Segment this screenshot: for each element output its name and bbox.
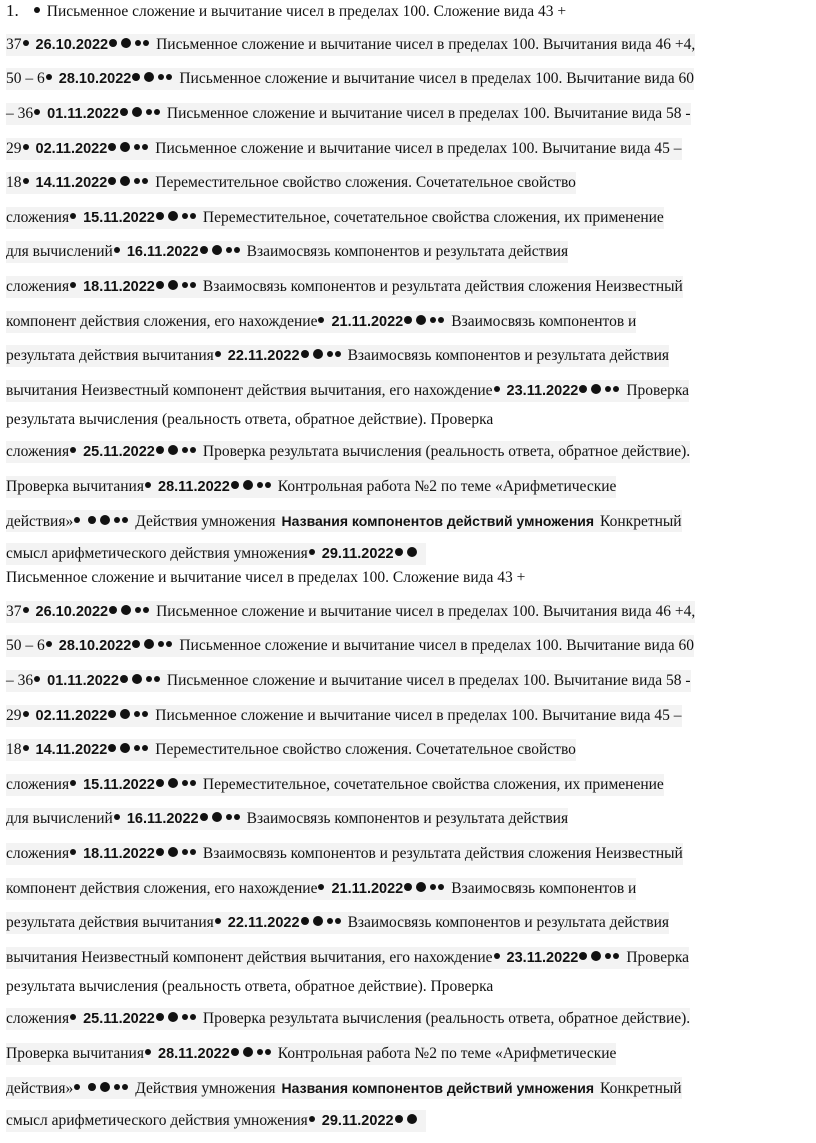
bullet-dot-icon bbox=[591, 951, 601, 961]
lesson-text: Переместительное свойство сложения. Сочетательное свойство bbox=[155, 174, 576, 191]
schedule-line bbox=[6, 705, 682, 727]
lesson-date: 14.11.2022 bbox=[35, 175, 108, 191]
lesson-date: 28.10.2022 bbox=[58, 638, 132, 654]
schedule-line bbox=[6, 311, 636, 333]
bullet-dot-icon bbox=[190, 780, 196, 786]
schedule-line bbox=[6, 878, 636, 900]
lesson-text-lead: сложения bbox=[6, 845, 70, 862]
lesson-text-lead: сложения bbox=[6, 278, 70, 295]
bullet-dot-icon bbox=[132, 107, 142, 117]
bullet-dot-icon bbox=[46, 74, 52, 80]
bullet-dot-icon bbox=[122, 1084, 128, 1090]
bullet-dot-icon bbox=[23, 144, 29, 150]
bullet-dot-icon bbox=[313, 349, 323, 359]
bullet-dot-icon bbox=[142, 144, 148, 150]
lesson-text: Письменное сложение и вычитание чисел в пределах 100. Вычитание вида 60 bbox=[179, 70, 694, 87]
bullet-dot-icon bbox=[190, 213, 196, 219]
bullet-dot-icon bbox=[265, 482, 271, 488]
bullet-dot-icon bbox=[108, 744, 116, 752]
schedule-line bbox=[6, 635, 694, 657]
schedule-line bbox=[6, 138, 682, 160]
bullet-dot-icon bbox=[156, 281, 164, 289]
lesson-text-lead: – 36 bbox=[6, 105, 34, 122]
bullet-dot-icon bbox=[132, 73, 140, 81]
bullet-dot-icon bbox=[190, 849, 196, 855]
bullet-dot-icon bbox=[190, 447, 196, 453]
bullet-dot-icon bbox=[135, 607, 141, 613]
lesson-text: Письменное сложение и вычитание чисел в пределах 100. Вычитания вида 46 +4, bbox=[156, 603, 696, 620]
lesson-text-lead: компонент действия сложения, его нахождение bbox=[6, 313, 318, 330]
bullet-dot-icon bbox=[120, 108, 128, 116]
lesson-date: 21.11.2022 bbox=[331, 314, 404, 330]
bullet-dot-icon bbox=[309, 1116, 315, 1122]
bullet-dot-icon bbox=[108, 143, 116, 151]
lesson-text-lead: сложения bbox=[6, 776, 70, 793]
bullet-dot-icon bbox=[395, 1115, 403, 1123]
lesson-text: Письменное сложение и вычитание чисел в пределах 100. Вычитание вида 45 – bbox=[155, 707, 682, 724]
lesson-text-lead: вычитания Неизвестный компонент действия вычитания, его нахождение bbox=[6, 949, 493, 966]
bullet-dot-icon bbox=[168, 1012, 178, 1022]
bullet-dot-icon bbox=[234, 247, 240, 253]
lesson-text-tail: Конкретный bbox=[600, 513, 682, 530]
bullet-dot-icon bbox=[100, 515, 110, 525]
lesson-text: Взаимосвязь компонентов и результата действия bbox=[347, 347, 670, 364]
bullet-dot-icon bbox=[416, 315, 426, 325]
bullet-dot-icon bbox=[166, 641, 172, 647]
bullet-dot-icon bbox=[70, 780, 76, 786]
bullet-dot-icon bbox=[108, 710, 116, 718]
bullet-dot-icon bbox=[231, 481, 239, 489]
lesson-date: 15.11.2022 bbox=[83, 210, 155, 226]
bullet-dot-icon bbox=[182, 1014, 188, 1020]
lesson-text-lead: 18 bbox=[6, 174, 22, 191]
schedule-line bbox=[6, 670, 691, 692]
bullet-dot-icon bbox=[70, 213, 76, 219]
lesson-text: Письменное сложение и вычитание чисел в пределах 100. Вычитания вида 46 +4, bbox=[156, 36, 696, 53]
bullet-dot-icon bbox=[243, 1047, 253, 1057]
bullet-dot-icon bbox=[168, 211, 178, 221]
bullet-dot-icon bbox=[168, 445, 178, 455]
bullet-dot-icon bbox=[122, 517, 128, 523]
lesson-text: Письменное сложение и вычитание чисел в пределах 100. Вычитание вида 58 - bbox=[166, 105, 691, 122]
bullet-dot-icon bbox=[158, 641, 164, 647]
bullet-dot-icon bbox=[301, 350, 309, 358]
list-number: 1. bbox=[6, 1, 19, 20]
schedule-line bbox=[6, 345, 669, 367]
lesson-date: 16.11.2022 bbox=[126, 244, 199, 260]
lesson-text: Проверка результата вычисления (реальность ответа, обратное действие). bbox=[202, 443, 691, 460]
schedule-line bbox=[6, 808, 568, 830]
schedule-line bbox=[6, 843, 683, 865]
bullet-dot-icon bbox=[335, 351, 341, 357]
lesson-text-lead: 37 bbox=[6, 36, 22, 53]
lesson-date: 18.11.2022 bbox=[83, 279, 155, 295]
lesson-text: Взаимосвязь компонентов и результата действия сложения Неизвестный bbox=[202, 278, 683, 295]
schedule-line bbox=[6, 172, 576, 194]
lesson-date: 26.10.2022 bbox=[35, 604, 109, 620]
bullet-dot-icon bbox=[134, 178, 140, 184]
bullet-dot-icon bbox=[190, 282, 196, 288]
bullet-dot-icon bbox=[114, 814, 120, 820]
schedule-line bbox=[6, 1110, 426, 1132]
bullet-dot-icon bbox=[243, 480, 253, 490]
lesson-text-lead: 29 bbox=[6, 707, 22, 724]
bullet-dot-icon bbox=[613, 386, 619, 392]
lesson-text: результата вычисления (реальность ответа, обратное действие). Проверка bbox=[6, 411, 494, 428]
bullet-dot-icon bbox=[132, 640, 140, 648]
lesson-text-lead: смысл арифметического действия умножения bbox=[6, 545, 308, 562]
bullet-dot-icon bbox=[309, 549, 315, 555]
lesson-date: 14.11.2022 bbox=[35, 742, 108, 758]
lesson-text: Письменное сложение и вычитание чисел в пределах 100. Вычитание вида 58 - bbox=[166, 672, 691, 689]
bullet-dot-icon bbox=[182, 849, 188, 855]
bullet-dot-icon bbox=[416, 882, 426, 892]
lesson-text-lead: результата действия вычитания bbox=[6, 347, 214, 364]
lesson-date: 23.11.2022 bbox=[506, 950, 579, 966]
bullet-dot-icon bbox=[134, 711, 140, 717]
schedule-line bbox=[6, 1043, 616, 1065]
lesson-text: Контрольная работа №2 по теме «Арифметические bbox=[277, 478, 617, 495]
lesson-text: Проверка bbox=[626, 382, 690, 399]
bullet-dot-icon bbox=[166, 74, 172, 80]
bullet-dot-icon bbox=[156, 1013, 164, 1021]
schedule-line bbox=[6, 1008, 690, 1030]
bullet-dot-icon bbox=[404, 883, 412, 891]
lesson-text: Письменное сложение и вычитание чисел в пределах 100. Вычитание вида 60 bbox=[179, 637, 694, 654]
schedule-line bbox=[6, 567, 525, 589]
lesson-text: Письменное сложение и вычитание чисел в пределах 100. Сложение вида 43 + bbox=[46, 3, 567, 20]
bullet-dot-icon bbox=[120, 709, 130, 719]
lesson-text: Письменное сложение и вычитание чисел в пределах 100. Сложение вида 43 + bbox=[6, 569, 526, 586]
bullet-dot-icon bbox=[120, 142, 130, 152]
schedule-line bbox=[6, 947, 689, 969]
bullet-dot-icon bbox=[23, 711, 29, 717]
bullet-dot-icon bbox=[121, 605, 131, 615]
lesson-text: Письменное сложение и вычитание чисел в пределах 100. Вычитание вида 45 – bbox=[155, 140, 682, 157]
lesson-text: Взаимосвязь компонентов и bbox=[451, 880, 637, 897]
lesson-text: Проверка bbox=[626, 949, 690, 966]
bullet-dot-icon bbox=[100, 1082, 110, 1092]
bullet-dot-icon bbox=[109, 606, 117, 614]
schedule-line bbox=[6, 441, 690, 463]
lesson-text-lead: сложения bbox=[6, 443, 70, 460]
schedule-line bbox=[6, 774, 664, 796]
lesson-text: Взаимосвязь компонентов и результата действия bbox=[347, 914, 670, 931]
lesson-text-lead: вычитания Неизвестный компонент действия вычитания, его нахождение bbox=[6, 382, 493, 399]
bullet-dot-icon bbox=[494, 386, 500, 392]
bullet-dot-icon bbox=[145, 1049, 151, 1055]
bullet-dot-icon bbox=[579, 385, 587, 393]
bullet-dot-icon bbox=[591, 384, 601, 394]
lesson-date: 28.10.2022 bbox=[58, 71, 132, 87]
schedule-line bbox=[6, 241, 568, 263]
schedule-line bbox=[6, 1077, 682, 1099]
lesson-text-lead: 50 – 6 bbox=[6, 70, 45, 87]
bullet-dot-icon bbox=[156, 848, 164, 856]
lesson-date: 18.11.2022 bbox=[83, 846, 155, 862]
lesson-date: 28.11.2022 bbox=[158, 1046, 230, 1062]
lesson-text-bold: Названия компонентов действий умножения bbox=[281, 1080, 595, 1096]
lesson-text: Взаимосвязь компонентов и результата действия bbox=[246, 810, 569, 827]
bullet-dot-icon bbox=[70, 1014, 76, 1020]
bullet-dot-icon bbox=[142, 178, 148, 184]
lesson-text-bold: Названия компонентов действий умножения bbox=[281, 513, 595, 529]
lesson-date: 02.11.2022 bbox=[35, 708, 108, 724]
lesson-date: 29.11.2022 bbox=[321, 546, 394, 562]
schedule-line bbox=[6, 409, 493, 431]
bullet-dot-icon bbox=[215, 918, 221, 924]
schedule-line bbox=[6, 476, 616, 498]
bullet-dot-icon bbox=[70, 849, 76, 855]
lesson-text-lead: Проверка вычитания bbox=[6, 1045, 144, 1062]
bullet-dot-icon bbox=[212, 812, 222, 822]
bullet-dot-icon bbox=[605, 386, 611, 392]
bullet-dot-icon bbox=[182, 213, 188, 219]
bullet-dot-icon bbox=[404, 316, 412, 324]
bullet-dot-icon bbox=[318, 317, 324, 323]
lesson-date: 15.11.2022 bbox=[83, 777, 155, 793]
bullet-dot-icon bbox=[146, 676, 152, 682]
schedule-line bbox=[6, 543, 426, 565]
lesson-date: 21.11.2022 bbox=[331, 881, 404, 897]
lesson-text-lead: 29 bbox=[6, 140, 22, 157]
bullet-dot-icon bbox=[168, 847, 178, 857]
bullet-dot-icon bbox=[318, 884, 324, 890]
bullet-dot-icon bbox=[114, 1084, 120, 1090]
schedule-line bbox=[6, 510, 682, 532]
schedule-line bbox=[6, 207, 664, 229]
bullet-dot-icon bbox=[34, 7, 40, 13]
lesson-text-lead: смысл арифметического действия умножения bbox=[6, 1112, 308, 1129]
bullet-dot-icon bbox=[190, 1014, 196, 1020]
lesson-text: Контрольная работа №2 по теме «Арифметические bbox=[277, 1045, 617, 1062]
bullet-dot-icon bbox=[154, 109, 160, 115]
schedule-line bbox=[6, 0, 566, 22]
bullet-dot-icon bbox=[395, 548, 403, 556]
bullet-dot-icon bbox=[74, 517, 80, 523]
bullet-dot-icon bbox=[23, 607, 29, 613]
schedule-line bbox=[6, 34, 695, 56]
bullet-dot-icon bbox=[327, 351, 333, 357]
schedule-line bbox=[6, 276, 683, 298]
lesson-text: Переместительное свойство сложения. Сочетательное свойство bbox=[155, 741, 576, 758]
schedule-line bbox=[6, 739, 576, 761]
bullet-dot-icon bbox=[257, 1049, 263, 1055]
lesson-text-tail: Конкретный bbox=[600, 1080, 682, 1097]
lesson-text-lead: 18 bbox=[6, 741, 22, 758]
schedule-line bbox=[6, 380, 689, 402]
bullet-dot-icon bbox=[226, 814, 232, 820]
lesson-text: Действия умножения bbox=[135, 1080, 276, 1097]
lesson-date: 25.11.2022 bbox=[83, 1011, 155, 1027]
lesson-text: Переместительное, сочетательное свойства сложения, их применение bbox=[202, 776, 664, 793]
bullet-dot-icon bbox=[134, 745, 140, 751]
bullet-dot-icon bbox=[88, 1083, 96, 1091]
bullet-dot-icon bbox=[108, 177, 116, 185]
bullet-dot-icon bbox=[70, 447, 76, 453]
bullet-dot-icon bbox=[231, 1048, 239, 1056]
bullet-dot-icon bbox=[144, 639, 154, 649]
bullet-dot-icon bbox=[265, 1049, 271, 1055]
lesson-text-lead: – 36 bbox=[6, 672, 34, 689]
bullet-dot-icon bbox=[407, 1114, 417, 1124]
lesson-text-lead: компонент действия сложения, его нахождение bbox=[6, 880, 318, 897]
bullet-dot-icon bbox=[168, 280, 178, 290]
bullet-dot-icon bbox=[134, 144, 140, 150]
bullet-dot-icon bbox=[142, 711, 148, 717]
bullet-dot-icon bbox=[34, 109, 40, 115]
bullet-dot-icon bbox=[74, 1084, 80, 1090]
bullet-dot-icon bbox=[46, 641, 52, 647]
bullet-dot-icon bbox=[120, 675, 128, 683]
bullet-dot-icon bbox=[34, 676, 40, 682]
bullet-dot-icon bbox=[23, 745, 29, 751]
bullet-dot-icon bbox=[132, 674, 142, 684]
lesson-text: Взаимосвязь компонентов и результата действия bbox=[246, 243, 569, 260]
bullet-dot-icon bbox=[215, 351, 221, 357]
lesson-text-lead: сложения bbox=[6, 1010, 70, 1027]
lesson-text: Действия умножения bbox=[135, 513, 276, 530]
bullet-dot-icon bbox=[438, 884, 444, 890]
schedule-line bbox=[6, 912, 669, 934]
bullet-dot-icon bbox=[88, 516, 96, 524]
bullet-dot-icon bbox=[114, 517, 120, 523]
bullet-dot-icon bbox=[120, 743, 130, 753]
bullet-dot-icon bbox=[142, 745, 148, 751]
lesson-text: Взаимосвязь компонентов и результата действия сложения Неизвестный bbox=[202, 845, 683, 862]
bullet-dot-icon bbox=[120, 176, 130, 186]
lesson-text-lead: 37 bbox=[6, 603, 22, 620]
lesson-date: 22.11.2022 bbox=[227, 348, 300, 364]
bullet-dot-icon bbox=[158, 74, 164, 80]
lesson-text-lead: действия» bbox=[6, 513, 74, 530]
bullet-dot-icon bbox=[335, 918, 341, 924]
lesson-date: 01.11.2022 bbox=[47, 106, 119, 122]
bullet-dot-icon bbox=[156, 446, 164, 454]
bullet-dot-icon bbox=[234, 814, 240, 820]
lesson-text-lead: Проверка вычитания bbox=[6, 478, 144, 495]
schedule-line bbox=[6, 601, 695, 623]
lesson-text-lead: для вычислений bbox=[6, 243, 113, 260]
schedule-line bbox=[6, 976, 493, 998]
bullet-dot-icon bbox=[156, 212, 164, 220]
bullet-dot-icon bbox=[613, 953, 619, 959]
lesson-date: 22.11.2022 bbox=[227, 915, 300, 931]
lesson-text: Взаимосвязь компонентов и bbox=[451, 313, 637, 330]
bullet-dot-icon bbox=[146, 109, 152, 115]
bullet-dot-icon bbox=[145, 482, 151, 488]
lesson-text-lead: действия» bbox=[6, 1080, 74, 1097]
lesson-date: 26.10.2022 bbox=[35, 37, 109, 53]
bullet-dot-icon bbox=[301, 917, 309, 925]
bullet-dot-icon bbox=[144, 72, 154, 82]
lesson-text: Проверка результата вычисления (реальность ответа, обратное действие). bbox=[202, 1010, 691, 1027]
lesson-date: 01.11.2022 bbox=[47, 673, 119, 689]
lesson-date: 29.11.2022 bbox=[321, 1113, 394, 1129]
bullet-dot-icon bbox=[182, 282, 188, 288]
bullet-dot-icon bbox=[226, 247, 232, 253]
lesson-text-lead: результата действия вычитания bbox=[6, 914, 214, 931]
bullet-dot-icon bbox=[182, 447, 188, 453]
bullet-dot-icon bbox=[154, 676, 160, 682]
bullet-dot-icon bbox=[257, 482, 263, 488]
bullet-dot-icon bbox=[494, 953, 500, 959]
bullet-dot-icon bbox=[407, 547, 417, 557]
lesson-date: 23.11.2022 bbox=[506, 383, 579, 399]
lesson-text-lead: 50 – 6 bbox=[6, 637, 45, 654]
bullet-dot-icon bbox=[605, 953, 611, 959]
bullet-dot-icon bbox=[135, 40, 141, 46]
bullet-dot-icon bbox=[313, 916, 323, 926]
bullet-dot-icon bbox=[114, 247, 120, 253]
lesson-text: результата вычисления (реальность ответа, обратное действие). Проверка bbox=[6, 978, 494, 995]
lesson-text-lead: сложения bbox=[6, 209, 70, 226]
bullet-dot-icon bbox=[212, 245, 222, 255]
bullet-dot-icon bbox=[143, 607, 149, 613]
bullet-dot-icon bbox=[23, 178, 29, 184]
bullet-dot-icon bbox=[70, 282, 76, 288]
bullet-dot-icon bbox=[327, 918, 333, 924]
lesson-text: Переместительное, сочетательное свойства сложения, их применение bbox=[202, 209, 664, 226]
lesson-date: 02.11.2022 bbox=[35, 141, 108, 157]
bullet-dot-icon bbox=[23, 40, 29, 46]
bullet-dot-icon bbox=[430, 317, 436, 323]
schedule-line bbox=[6, 68, 694, 90]
bullet-dot-icon bbox=[200, 813, 208, 821]
lesson-date: 25.11.2022 bbox=[83, 444, 155, 460]
lesson-date: 28.11.2022 bbox=[158, 479, 230, 495]
bullet-dot-icon bbox=[156, 779, 164, 787]
schedule-line bbox=[6, 103, 691, 125]
bullet-dot-icon bbox=[121, 38, 131, 48]
lesson-text-lead: для вычислений bbox=[6, 810, 113, 827]
bullet-dot-icon bbox=[143, 40, 149, 46]
bullet-dot-icon bbox=[438, 317, 444, 323]
bullet-dot-icon bbox=[579, 952, 587, 960]
bullet-dot-icon bbox=[168, 778, 178, 788]
bullet-dot-icon bbox=[200, 246, 208, 254]
lesson-date: 16.11.2022 bbox=[126, 811, 199, 827]
bullet-dot-icon bbox=[182, 780, 188, 786]
bullet-dot-icon bbox=[430, 884, 436, 890]
bullet-dot-icon bbox=[109, 39, 117, 47]
